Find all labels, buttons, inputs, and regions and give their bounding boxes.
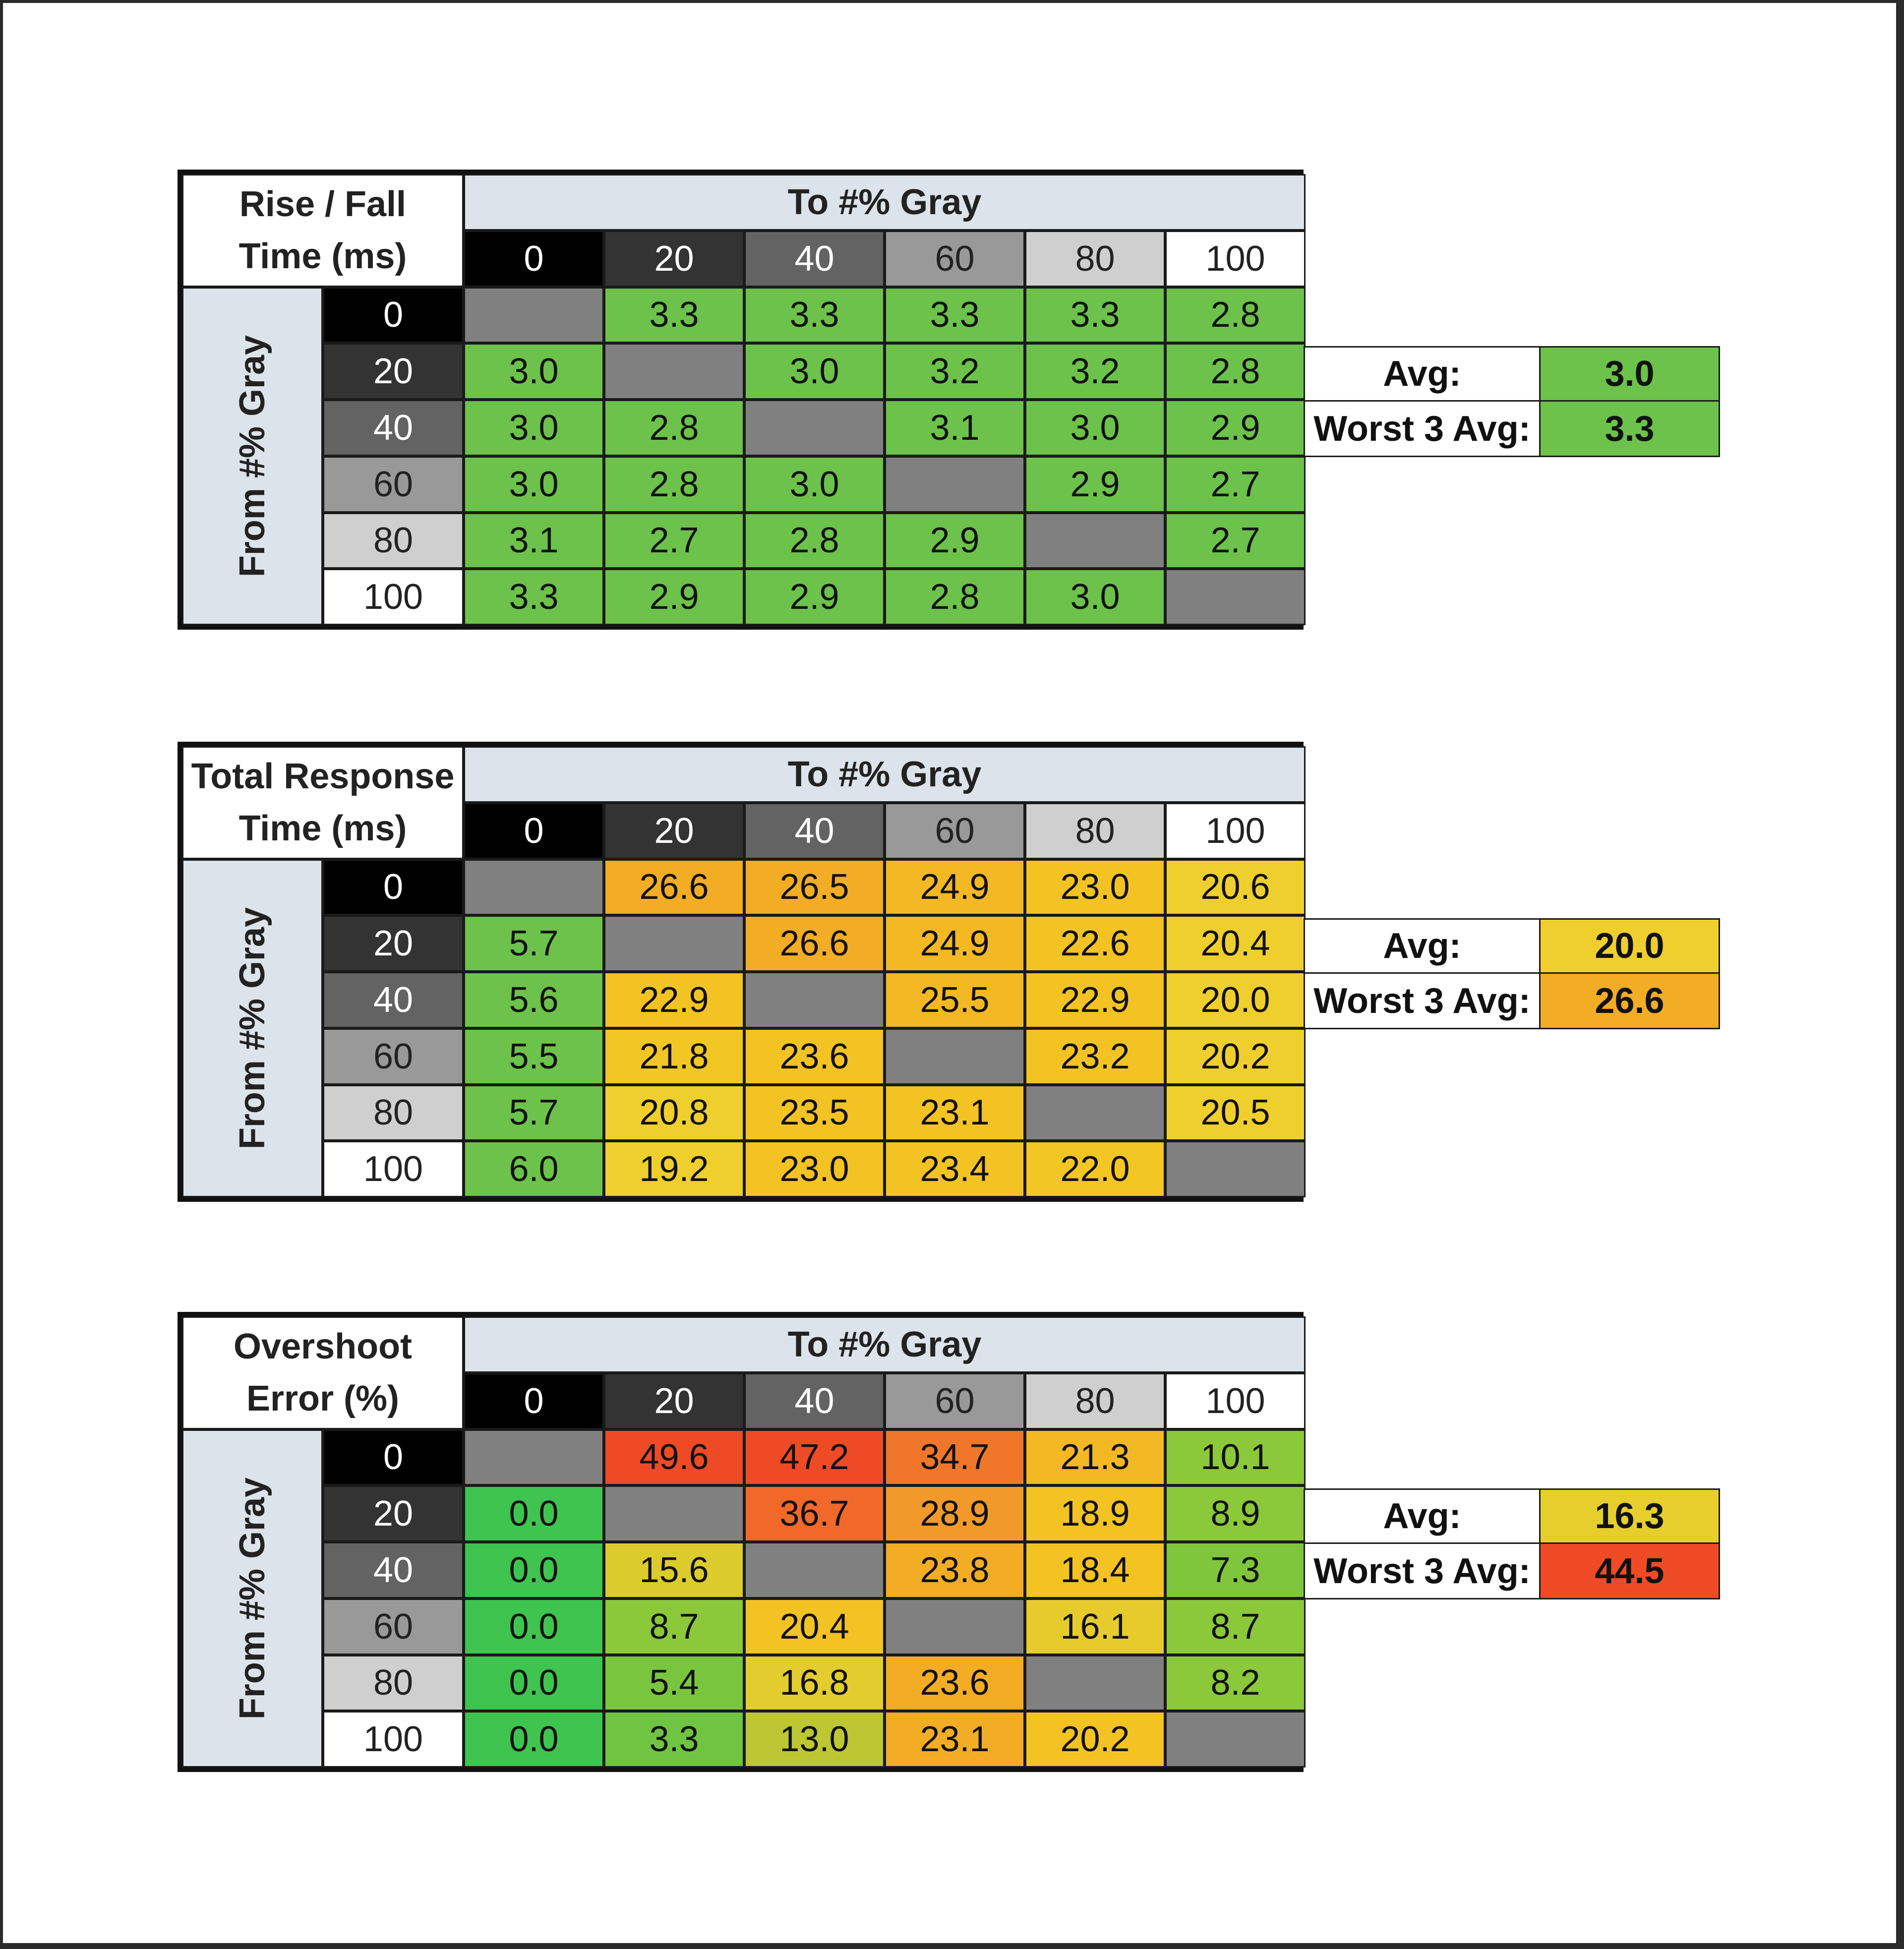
column-header-0: 0 <box>464 803 604 859</box>
table-title <box>182 1316 464 1429</box>
heatmap-cell: 20.4 <box>1165 915 1306 972</box>
heatmap-cell: 23.1 <box>885 1085 1025 1141</box>
avg-label: Avg: <box>1304 918 1539 974</box>
heatmap-cell: 49.6 <box>604 1429 744 1486</box>
heatmap-cell: 3.2 <box>885 343 1025 400</box>
heatmap-cell: 20.8 <box>604 1085 744 1141</box>
heatmap-cell: 25.5 <box>885 972 1025 1028</box>
heatmap-cell: 36.7 <box>744 1485 885 1542</box>
worst3-value: 3.3 <box>1539 402 1720 457</box>
heatmap-cell: 20.6 <box>1165 859 1306 916</box>
rise-fall-summary <box>1304 346 1720 457</box>
table-title <box>182 746 464 859</box>
heatmap-cell: 20.2 <box>1165 1028 1306 1085</box>
heatmap-cell: 8.2 <box>1165 1655 1306 1712</box>
heatmap-cell-diagonal <box>604 915 744 972</box>
heatmap-cell: 18.4 <box>1025 1542 1165 1598</box>
heatmap-cell: 20.2 <box>1025 1711 1165 1768</box>
heatmap-cell: 3.0 <box>744 456 885 513</box>
heatmap-cell-diagonal <box>885 1028 1025 1085</box>
column-header-80: 80 <box>1025 803 1165 859</box>
heatmap-cell: 16.1 <box>1025 1598 1165 1655</box>
table-title-line2: Time (ms) <box>238 808 407 848</box>
heatmap-cell: 3.1 <box>464 513 604 569</box>
column-header-20: 20 <box>604 231 744 287</box>
from-gray-header <box>182 859 323 1198</box>
table-title-line1: Overshoot <box>233 1327 413 1367</box>
heatmap-cell: 3.1 <box>885 400 1025 456</box>
heatmap-cell: 0.0 <box>464 1655 604 1712</box>
table-title-line2: Error (%) <box>246 1378 400 1418</box>
heatmap-cell: 7.3 <box>1165 1542 1306 1598</box>
heatmap-cell: 21.3 <box>1025 1429 1165 1486</box>
avg-value: 3.0 <box>1539 346 1720 402</box>
heatmap-cell: 16.8 <box>744 1655 885 1712</box>
heatmap-cell: 23.4 <box>885 1141 1025 1197</box>
to-gray-header: To #% Gray <box>464 1316 1306 1373</box>
row-header-100: 100 <box>323 1141 464 1197</box>
heatmap-cell: 3.0 <box>464 400 604 456</box>
column-header-100: 100 <box>1165 231 1306 287</box>
heatmap-cell-diagonal <box>744 1542 885 1598</box>
heatmap-cell-diagonal <box>604 1485 744 1542</box>
heatmap-cell: 2.9 <box>604 569 744 625</box>
heatmap-cell: 3.0 <box>1025 569 1165 625</box>
heatmap-cell: 23.2 <box>1025 1028 1165 1085</box>
from-gray-label: From #% Gray <box>233 335 272 577</box>
heatmap-cell: 10.1 <box>1165 1429 1306 1486</box>
heatmap-cell-diagonal <box>1165 1141 1306 1197</box>
table-title-line2: Time (ms) <box>238 236 407 276</box>
avg-label: Avg: <box>1304 1488 1539 1544</box>
heatmap-cell: 3.3 <box>1025 287 1165 344</box>
row-header-40: 40 <box>323 972 464 1028</box>
column-header-100: 100 <box>1165 1373 1306 1429</box>
heatmap-cell: 2.7 <box>1165 456 1306 513</box>
heatmap-cell: 24.9 <box>885 859 1025 916</box>
column-header-100: 100 <box>1165 803 1306 859</box>
row-header-80: 80 <box>323 513 464 569</box>
heatmap-cell: 20.4 <box>744 1598 885 1655</box>
heatmap-cell: 15.6 <box>604 1542 744 1598</box>
heatmap-cell: 23.6 <box>744 1028 885 1085</box>
heatmap-cell-diagonal <box>464 1429 604 1486</box>
heatmap-cell-diagonal <box>1165 569 1306 625</box>
heatmap-cell: 3.0 <box>744 343 885 400</box>
row-header-20: 20 <box>323 915 464 972</box>
heatmap-cell: 23.6 <box>885 1655 1025 1712</box>
column-header-80: 80 <box>1025 1373 1165 1429</box>
heatmap-cell: 26.6 <box>604 859 744 916</box>
worst3-value: 26.6 <box>1539 974 1720 1029</box>
row-header-40: 40 <box>323 1542 464 1598</box>
avg-value: 16.3 <box>1539 1488 1720 1544</box>
avg-value: 20.0 <box>1539 918 1720 974</box>
heatmap-cell: 6.0 <box>464 1141 604 1197</box>
heatmap-cell: 2.9 <box>744 569 885 625</box>
heatmap-cell: 5.7 <box>464 1085 604 1141</box>
row-header-40: 40 <box>323 400 464 456</box>
to-gray-header: To #% Gray <box>464 174 1306 231</box>
heatmap-cell-diagonal <box>744 972 885 1028</box>
row-header-100: 100 <box>323 569 464 625</box>
column-header-0: 0 <box>464 1373 604 1429</box>
table-title-line1: Total Response <box>191 757 455 797</box>
heatmap-cell: 19.2 <box>604 1141 744 1197</box>
row-header-80: 80 <box>323 1655 464 1712</box>
heatmap-cell-diagonal <box>885 456 1025 513</box>
column-header-0: 0 <box>464 231 604 287</box>
column-header-60: 60 <box>885 1373 1025 1429</box>
heatmap-cell: 20.5 <box>1165 1085 1306 1141</box>
heatmap-cell: 13.0 <box>744 1711 885 1768</box>
heatmap-cell: 24.9 <box>885 915 1025 972</box>
worst3-value: 44.5 <box>1539 1544 1720 1599</box>
heatmap-cell: 3.3 <box>464 569 604 625</box>
heatmap-cell: 3.0 <box>464 456 604 513</box>
heatmap-cell: 26.5 <box>744 859 885 916</box>
heatmap-cell: 23.1 <box>885 1711 1025 1768</box>
heatmap-cell: 26.6 <box>744 915 885 972</box>
total-response-table <box>178 742 1304 1202</box>
heatmap-cell: 23.8 <box>885 1542 1025 1598</box>
heatmap-cell: 22.6 <box>1025 915 1165 972</box>
heatmap-cell: 2.8 <box>1165 287 1306 344</box>
heatmap-cell: 2.8 <box>604 456 744 513</box>
column-header-60: 60 <box>885 231 1025 287</box>
row-header-20: 20 <box>323 343 464 400</box>
column-header-20: 20 <box>604 1373 744 1429</box>
heatmap-cell: 8.9 <box>1165 1485 1306 1542</box>
row-header-80: 80 <box>323 1085 464 1141</box>
heatmap-cell: 2.8 <box>885 569 1025 625</box>
column-header-40: 40 <box>744 231 885 287</box>
heatmap-cell-diagonal <box>604 343 744 400</box>
heatmap-cell: 18.9 <box>1025 1485 1165 1542</box>
column-header-80: 80 <box>1025 231 1165 287</box>
heatmap-cell: 34.7 <box>885 1429 1025 1486</box>
heatmap-cell: 22.9 <box>604 972 744 1028</box>
to-gray-header: To #% Gray <box>464 746 1306 803</box>
heatmap-cell-diagonal <box>1025 1655 1165 1712</box>
heatmap-cell: 2.9 <box>1025 456 1165 513</box>
heatmap-cell: 3.2 <box>1025 343 1165 400</box>
from-gray-header <box>182 1429 323 1768</box>
from-gray-label: From #% Gray <box>233 907 272 1149</box>
heatmap-cell: 2.9 <box>1165 400 1306 456</box>
heatmap-cell: 2.8 <box>1165 343 1306 400</box>
heatmap-cell: 5.4 <box>604 1655 744 1712</box>
heatmap-cell: 0.0 <box>464 1485 604 1542</box>
heatmap-cell: 3.3 <box>744 287 885 344</box>
row-header-0: 0 <box>323 287 464 344</box>
row-header-20: 20 <box>323 1485 464 1542</box>
column-header-20: 20 <box>604 803 744 859</box>
column-header-40: 40 <box>744 803 885 859</box>
heatmap-cell: 23.5 <box>744 1085 885 1141</box>
avg-label: Avg: <box>1304 346 1539 402</box>
table-title <box>182 174 464 287</box>
heatmap-cell: 0.0 <box>464 1598 604 1655</box>
heatmap-cell-diagonal <box>1165 1711 1306 1768</box>
total-response-summary <box>1304 918 1720 1029</box>
heatmap-cell: 21.8 <box>604 1028 744 1085</box>
heatmap-cell: 3.0 <box>1025 400 1165 456</box>
heatmap-cell-diagonal <box>464 287 604 344</box>
table-title-line1: Rise / Fall <box>239 184 407 225</box>
column-header-40: 40 <box>744 1373 885 1429</box>
heatmap-cell-diagonal <box>464 859 604 916</box>
from-gray-header <box>182 287 323 626</box>
heatmap-cell-diagonal <box>885 1598 1025 1655</box>
heatmap-cell: 0.0 <box>464 1542 604 1598</box>
heatmap-cell: 22.0 <box>1025 1141 1165 1197</box>
heatmap-cell: 3.0 <box>464 343 604 400</box>
heatmap-cell: 2.8 <box>604 400 744 456</box>
rise-fall-table <box>178 170 1304 630</box>
heatmap-cell: 3.3 <box>885 287 1025 344</box>
heatmap-cell: 2.8 <box>744 513 885 569</box>
heatmap-cell: 3.3 <box>604 287 744 344</box>
heatmap-cell: 3.3 <box>604 1711 744 1768</box>
heatmap-cell: 47.2 <box>744 1429 885 1486</box>
heatmap-cell: 23.0 <box>1025 859 1165 916</box>
worst3-label: Worst 3 Avg: <box>1304 402 1539 457</box>
heatmap-cell: 0.0 <box>464 1711 604 1768</box>
heatmap-cell: 5.6 <box>464 972 604 1028</box>
worst3-label: Worst 3 Avg: <box>1304 1544 1539 1599</box>
heatmap-cell: 2.7 <box>604 513 744 569</box>
column-header-60: 60 <box>885 803 1025 859</box>
heatmap-cell: 5.7 <box>464 915 604 972</box>
heatmap-cell: 2.7 <box>1165 513 1306 569</box>
worst3-label: Worst 3 Avg: <box>1304 974 1539 1029</box>
overshoot-summary <box>1304 1488 1720 1599</box>
row-header-60: 60 <box>323 1028 464 1085</box>
heatmap-cell: 22.9 <box>1025 972 1165 1028</box>
row-header-0: 0 <box>323 1429 464 1486</box>
from-gray-label: From #% Gray <box>233 1477 272 1719</box>
heatmap-cell: 5.5 <box>464 1028 604 1085</box>
heatmap-cell: 8.7 <box>604 1598 744 1655</box>
heatmap-cell: 28.9 <box>885 1485 1025 1542</box>
heatmap-cell: 2.9 <box>885 513 1025 569</box>
heatmap-cell: 8.7 <box>1165 1598 1306 1655</box>
row-header-60: 60 <box>323 1598 464 1655</box>
heatmap-cell-diagonal <box>1025 513 1165 569</box>
overshoot-table <box>178 1312 1304 1772</box>
heatmap-cell: 23.0 <box>744 1141 885 1197</box>
row-header-60: 60 <box>323 456 464 513</box>
row-header-0: 0 <box>323 859 464 916</box>
heatmap-cell-diagonal <box>744 400 885 456</box>
heatmap-cell: 20.0 <box>1165 972 1306 1028</box>
row-header-100: 100 <box>323 1711 464 1768</box>
heatmap-cell-diagonal <box>1025 1085 1165 1141</box>
